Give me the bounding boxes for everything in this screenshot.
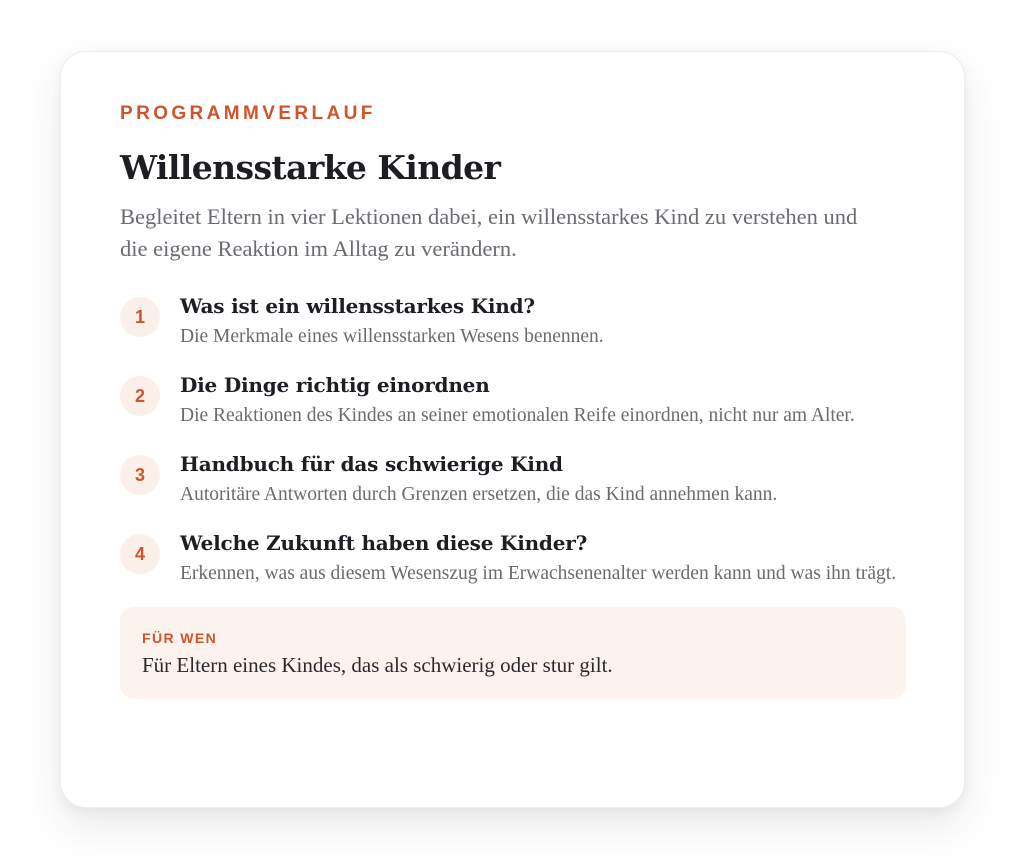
lesson-description: Die Merkmale eines willensstarken Wesens benennen. [180,326,604,347]
lesson-title: Welche Zukunft haben diese Kinder? [180,531,588,555]
lesson-title: Die Dinge richtig einordnen [180,373,490,397]
lesson-item-1 [120,291,905,350]
lesson-number-badge: 2 [120,376,160,416]
lesson-list [120,291,905,587]
lesson-description: Erkennen, was aus diesem Wesenszug im Erwachsenenalter werden kann und was ihn trägt. [180,563,897,584]
lesson-number-badge: 3 [120,455,160,495]
lesson-body [180,291,900,350]
lesson-body [180,370,900,429]
audience-callout [120,607,906,699]
lesson-item-3 [120,449,905,508]
program-card [60,51,965,808]
page-title: Willensstarke Kinder [120,148,501,187]
lesson-title: Handbuch für das schwierige Kind [180,452,563,476]
audience-text: Für Eltern eines Kindes, das als schwierig oder stur gilt. [142,653,613,677]
intro-text: Begleitet Eltern in vier Lektionen dabei, ein willensstarkes Kind zu verstehen und die eigene Reaktion im Alltag zu verändern. [120,204,858,261]
lesson-item-4 [120,528,905,587]
lesson-number-badge: 1 [120,297,160,337]
lesson-number-badge: 4 [120,534,160,574]
lesson-body [180,528,900,587]
lesson-item-2 [120,370,905,429]
section-eyebrow: PROGRAMMVERLAUF [120,103,376,124]
audience-label: FÜR WEN [142,630,218,646]
lesson-description: Autoritäre Antworten durch Grenzen ersetzen, die das Kind annehmen kann. [180,484,778,505]
lesson-body [180,449,900,508]
lesson-description: Die Reaktionen des Kindes an seiner emotionalen Reife einordnen, nicht nur am Alter. [180,405,855,426]
lesson-title: Was ist ein willensstarkes Kind? [180,294,535,318]
